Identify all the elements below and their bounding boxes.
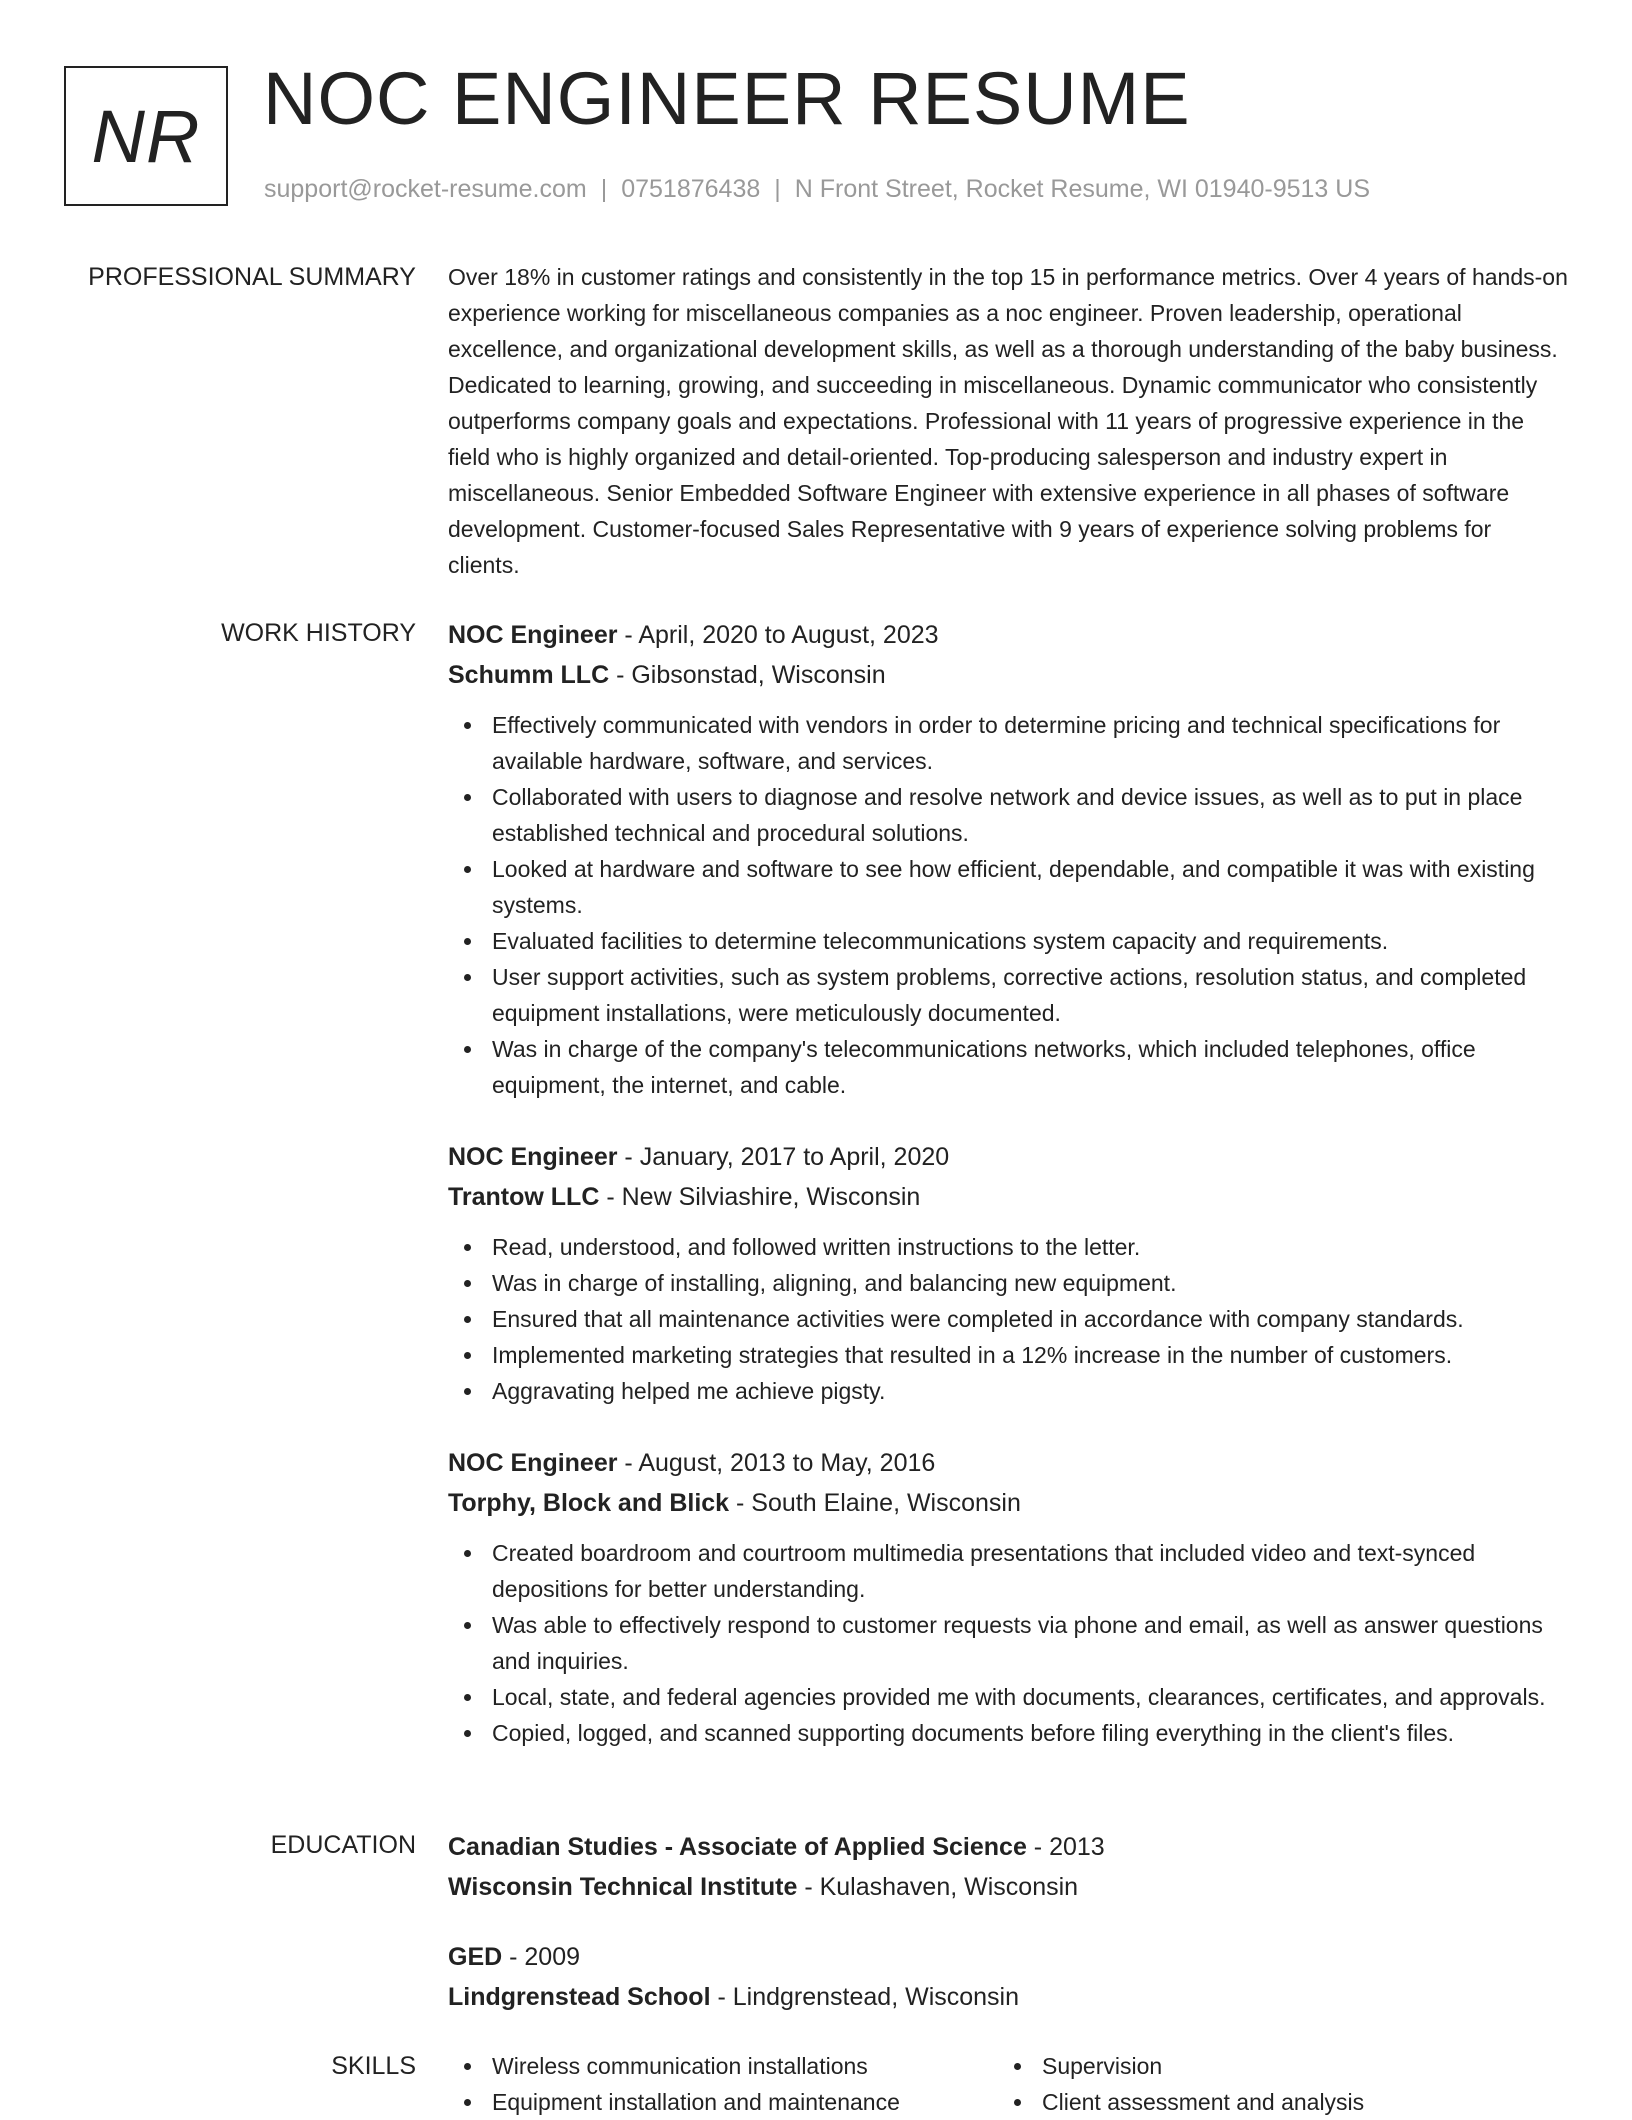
work-history-body xyxy=(448,615,1568,1785)
job-title: NOC Engineer xyxy=(448,1143,618,1171)
job-bullet: Copied, logged, and scanned supporting documents before filing everything in the client's files. xyxy=(448,1715,1568,1751)
job-bullet: Collaborated with users to diagnose and resolve network and device issues, as well as to put in place established technical and procedural solutions. xyxy=(448,779,1568,851)
education-year: - 2013 xyxy=(1026,1833,1105,1861)
job-company-line xyxy=(448,1177,1568,1217)
job-location: - New Silviashire, Wisconsin xyxy=(599,1183,921,1211)
education-school-line xyxy=(448,1977,1568,2017)
skill-item: Client assessment and analysis xyxy=(998,2084,1548,2120)
job-bullets xyxy=(448,707,1568,1103)
job-bullets xyxy=(448,1229,1568,1409)
education-school: Lindgrenstead School xyxy=(448,1983,711,2011)
job-company-line xyxy=(448,655,1568,695)
education-school-line xyxy=(448,1867,1568,1907)
job-company: Torphy, Block and Blick xyxy=(448,1489,730,1517)
skills-list xyxy=(448,2048,1568,2120)
job-bullet: Local, state, and federal agencies provided me with documents, clearances, certificates, and approvals. xyxy=(448,1679,1568,1715)
job-bullet: User support activities, such as system problems, corrective actions, resolution status, and completed equipment installations, were meticulously documented. xyxy=(448,959,1568,1031)
job-company: Trantow LLC xyxy=(448,1183,600,1211)
summary-text: Over 18% in customer ratings and consistently in the top 15 in performance metrics. Over 4 years of hands-on experience working for miscellaneous companies as a noc engineer. Proven leadership, operational excellence, and organizational development skills, as well as a thorough understanding of the baby business. Dedicated to learning, growing, and succeeding in miscellaneous. Dynamic communicator who consistently outperforms company goals and expectations. Professional with 11 years of progressive experience in the field who is highly organized and detail-oriented. Top-producing salesperson and industry expert in miscellaneous. Senior Embedded Software Engineer with extensive experience in all phases of software development. Customer-focused Sales Representative with 9 years of experience solving problems for clients. xyxy=(448,264,1568,578)
job-bullet: Created boardroom and courtroom multimedia presentations that included video and text-synced depositions for better understanding. xyxy=(448,1535,1568,1607)
job-title: NOC Engineer xyxy=(448,621,618,649)
contact-email[interactable]: support@rocket-resume.com xyxy=(264,175,587,203)
job-title: NOC Engineer xyxy=(448,1449,618,1477)
contact-line xyxy=(264,175,1370,204)
education-school: Wisconsin Technical Institute xyxy=(448,1873,798,1901)
job-company: Schumm LLC xyxy=(448,661,610,689)
skill-item: Wireless communication installations xyxy=(448,2048,998,2084)
education-entry xyxy=(448,1937,1568,2017)
skills-body xyxy=(448,2048,1568,2120)
contact-separator: | xyxy=(600,175,608,203)
education-degree: GED xyxy=(448,1943,503,1971)
job-bullet: Was in charge of installing, aligning, and balancing new equipment. xyxy=(448,1265,1568,1301)
resume-title: NOC ENGINEER RESUME xyxy=(263,57,1191,140)
contact-phone[interactable]: 0751876438 xyxy=(621,175,761,203)
job-bullet: Ensured that all maintenance activities were completed in accordance with company standards. xyxy=(448,1301,1568,1337)
education-degree-line xyxy=(448,1827,1568,1867)
job-bullet: Effectively communicated with vendors in order to determine pricing and technical specifications for available hardware, software, and services. xyxy=(448,707,1568,779)
job-dates: - January, 2017 to April, 2020 xyxy=(617,1143,950,1171)
job-entry xyxy=(448,615,1568,1103)
job-bullets xyxy=(448,1535,1568,1751)
contact-separator: | xyxy=(774,175,781,203)
monogram-box xyxy=(64,66,228,206)
education-location: - Lindgrenstead, Wisconsin xyxy=(710,1983,1020,2011)
summary-body xyxy=(448,259,1568,583)
education-body xyxy=(448,1827,1568,2047)
job-entry xyxy=(448,1137,1568,1409)
job-entry xyxy=(448,1443,1568,1751)
education-entry xyxy=(448,1827,1568,1907)
skill-item: Equipment installation and maintenance xyxy=(448,2084,998,2120)
job-bullet: Aggravating helped me achieve pigsty. xyxy=(448,1373,1568,1409)
skills-label: SKILLS xyxy=(331,2052,416,2080)
job-title-line xyxy=(448,615,1568,655)
job-company-line xyxy=(448,1483,1568,1523)
job-bullet: Evaluated facilities to determine telecommunications system capacity and requirements. xyxy=(448,923,1568,959)
job-dates: - April, 2020 to August, 2023 xyxy=(617,621,939,649)
education-degree: Canadian Studies - Associate of Applied Science xyxy=(448,1833,1027,1861)
work-history-label: WORK HISTORY xyxy=(221,619,416,647)
education-label: EDUCATION xyxy=(270,1831,416,1859)
job-location: - Gibsonstad, Wisconsin xyxy=(609,661,886,689)
education-location: - Kulashaven, Wisconsin xyxy=(797,1873,1079,1901)
job-location: - South Elaine, Wisconsin xyxy=(729,1489,1021,1517)
job-title-line xyxy=(448,1443,1568,1483)
skill-item: Supervision xyxy=(998,2048,1548,2084)
contact-address: N Front Street, Rocket Resume, WI 01940-9513 US xyxy=(794,175,1371,203)
job-bullet: Was in charge of the company's telecommunications networks, which included telephones, office equipment, the internet, and cable. xyxy=(448,1031,1568,1103)
job-bullet: Implemented marketing strategies that resulted in a 12% increase in the number of customers. xyxy=(448,1337,1568,1373)
education-degree-line xyxy=(448,1937,1568,1977)
job-bullet: Was able to effectively respond to customer requests via phone and email, as well as answer questions and inquiries. xyxy=(448,1607,1568,1679)
job-bullet: Read, understood, and followed written instructions to the letter. xyxy=(448,1229,1568,1265)
monogram-initials: NR xyxy=(91,94,201,178)
job-title-line xyxy=(448,1137,1568,1177)
job-bullet: Looked at hardware and software to see how efficient, dependable, and compatible it was with existing systems. xyxy=(448,851,1568,923)
job-dates: - August, 2013 to May, 2016 xyxy=(617,1449,936,1477)
summary-label: PROFESSIONAL SUMMARY xyxy=(88,263,416,291)
education-year: - 2009 xyxy=(502,1943,581,1971)
